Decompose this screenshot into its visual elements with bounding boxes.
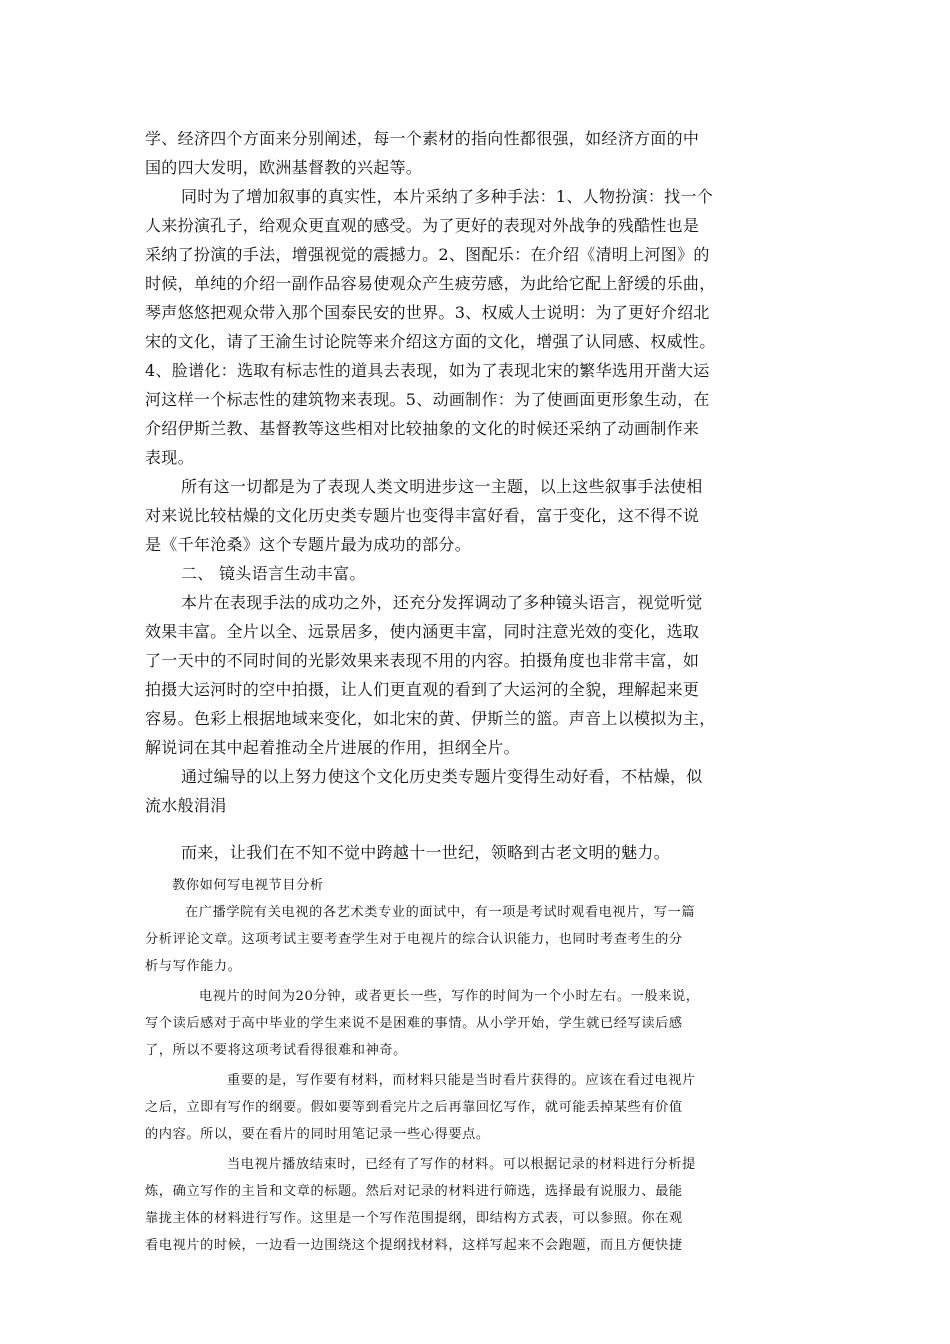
paragraph-line: 同时为了增加叙事的真实性，本片采纳了多种手法：1、人物扮演：找一个 — [181, 187, 714, 206]
paragraph-line: 是《千年沧桑》这个专题片最为成功的部分。 — [145, 535, 472, 554]
paragraph-line: 在广播学院有关电视的各艺术类专业的面试中，有一项是考试时观看电视片，写一篇 — [185, 905, 696, 920]
paragraph-line: 容易。色彩上根据地域来变化，如北宋的黄、伊斯兰的篮。声音上以模拟为主， — [145, 709, 716, 728]
paragraph-line: 4、脸谱化：选取有标志性的道具去表现，如为了表现北宋的繁华选用开凿大运 — [145, 361, 710, 380]
section-heading: 二、 镜头语言生动丰富。 — [181, 564, 366, 583]
paragraph-line: 时候，单纯的介绍一副作品容易使观众产生疲劳感，为此给它配上舒缓的乐曲， — [145, 274, 716, 293]
paragraph-line: 电视片的时间为20分钟，或者更长一些，写作的时间为一个小时左右。一般来说， — [199, 989, 700, 1004]
paragraph-line: 宋的文化，请了王渝生讨论院等来介绍这方面的文化，增强了认同感、权威性。 — [145, 332, 716, 351]
paragraph-line: 琴声悠悠把观众带入那个国泰民安的世界。3、权威人士说明：为了更好介绍北 — [145, 303, 710, 322]
paragraph-line: 表现。 — [145, 448, 194, 467]
paragraph-line: 所有这一切都是为了表现人类文明进步这一主题，以上这些叙事手法使相 — [181, 477, 703, 496]
paragraph-line: 国的四大发明，欧洲基督教的兴起等。 — [145, 158, 423, 177]
paragraph-line: 靠拢主体的材料进行写作。这里是一个写作范围提纲，即结构方式表，可以参照。你在观 — [145, 1211, 683, 1226]
paragraph-line: 效果丰富。全片以全、远景居多，使内涵更丰富，同时注意光效的变化，选取 — [145, 622, 700, 641]
paragraph-line: 拍摄大运河时的空中拍摄，让人们更直观的看到了大运河的全貌，理解起来更 — [145, 680, 700, 699]
paragraph-line: 当电视片播放结束时，已经有了写作的材料。可以根据记录的材料进行分析提 — [227, 1157, 696, 1172]
paragraph-line: 河这样一个标志性的建筑物来表现。5、动画制作：为了使画面更形象生动，在 — [145, 390, 710, 409]
paragraph-line: 了，所以不要将这项考试看得很难和神奇。 — [145, 1043, 407, 1058]
paragraph-line: 的内容。所以，要在看片的同时用笔记录一些心得要点。 — [145, 1127, 490, 1142]
paragraph-line: 采纳了扮演的手法，增强视觉的震撼力。2、图配乐：在介绍《清明上河图》的 — [145, 245, 710, 264]
paragraph-line: 炼，确立写作的主旨和文章的标题。然后对记录的材料进行筛选，选择最有说服力、最能 — [145, 1184, 683, 1199]
paragraph-line: 介绍伊斯兰教、基督教等这些相对比较抽象的文化的时候还采纳了动画制作来 — [145, 419, 700, 438]
paragraph-line: 析与写作能力。 — [145, 959, 242, 974]
paragraph-line: 通过编导的以上努力使这个文化历史类专题片变得生动好看，不枯燥，似 — [181, 767, 703, 786]
paragraph-line: 对来说比较枯燥的文化历史类专题片也变得丰富好看，富于变化，这不得不说 — [145, 506, 700, 525]
paragraph-line: 分析评论文章。这项考试主要考查学生对于电视片的综合认识能力，也同时考查考生的分 — [145, 932, 683, 947]
paragraph-line: 人来扮演孔子，给观众更直观的感受。为了更好的表现对外战争的残酷性也是 — [145, 216, 700, 235]
paragraph-line: 重要的是，写作要有材料，而材料只能是当时看片获得的。应该在看过电视片 — [227, 1073, 696, 1088]
paragraph-line: 解说词在其中起着推动全片进展的作用，担纲全片。 — [145, 738, 520, 757]
paragraph-line: 而来，让我们在不知不觉中跨越十一世纪，领略到古老文明的魅力。 — [181, 843, 671, 862]
paragraph-line: 学、经济四个方面来分别阐述，每一个素材的指向性都很强，如经济方面的中 — [145, 129, 700, 148]
paragraph-line: 之后，立即有写作的纲要。假如要等到看完片之后再靠回忆写作，就可能丢掉某些有价值 — [145, 1100, 683, 1115]
article-section — [145, 872, 810, 1259]
paragraph-line: 本片在表现手法的成功之外，还充分发挥调动了多种镜头语言，视觉听觉 — [181, 593, 703, 612]
essay-section — [145, 124, 810, 867]
paragraph-line: 写个读后感对于高中毕业的学生来说不是困难的事情。从小学开始，学生就已经写读后感 — [145, 1016, 683, 1031]
paragraph-line: 流水般涓涓 — [145, 796, 227, 815]
paragraph-line: 了一天中的不同时间的光影效果来表现不用的内容。拍摄角度也非常丰富，如 — [145, 651, 700, 670]
paragraph-line: 看电视片的时候，一边看一边围绕这个提纲找材料，这样写起来不会跑题，而且方便快捷 — [145, 1238, 683, 1253]
article-title: 教你如何写电视节目分析 — [172, 878, 324, 893]
